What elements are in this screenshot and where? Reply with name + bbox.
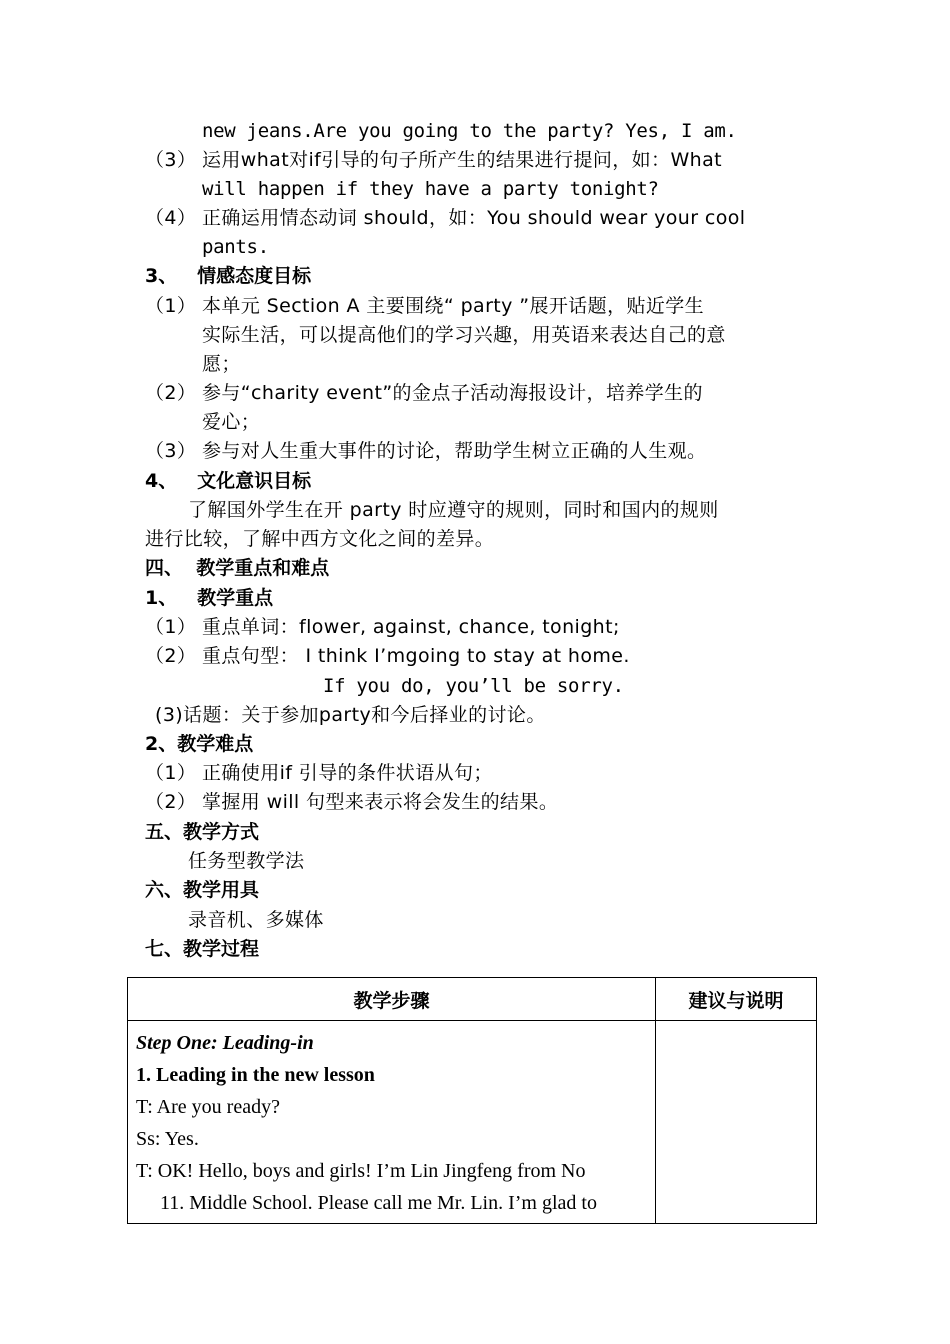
teaching-tools-text: 录音机、多媒体 (188, 909, 324, 931)
dialogue-line: 11. Middle School. Please call me Mr. Lin. I’m glad to (160, 1192, 597, 1214)
dialogue-line: T: OK! Hello, boys and girls! I’m Lin Jingfeng from No (136, 1160, 586, 1182)
heading-culture-goals: 4、 文化意识目标 (145, 470, 312, 492)
objective-3: （3） 运用what对if引导的句子所产生的结果进行提问，如：What (145, 149, 722, 171)
key-point-2-continuation: If you do, you’ll be sorry. (323, 675, 624, 697)
notes-cell (656, 1021, 817, 1224)
emotion-item-2: （2） 参与“charity event”的金点子活动海报设计，培养学生的 (145, 382, 703, 404)
difficult-point-1: （1） 正确使用if 引导的条件状语从句； (145, 762, 493, 784)
heading-key-points: 1、 教学重点 (145, 587, 274, 609)
heading-teaching-tools: 六、教学用具 (145, 879, 260, 901)
emotion-item-1-line-2: 实际生活，可以提高他们的学习兴趣，用英语来表达自己的意 (202, 324, 726, 346)
steps-cell (128, 1021, 656, 1224)
heading-key-and-difficult-points: 四、 教学重点和难点 (145, 557, 330, 579)
difficult-point-2: （2） 掌握用 will 句型来表示将会发生的结果。 (145, 791, 559, 813)
heading-difficult-points: 2、教学难点 (145, 733, 254, 755)
column-header-notes: 建议与说明 (656, 978, 817, 1021)
culture-text-line-2: 进行比较，了解中西方文化之间的差异。 (145, 528, 495, 550)
heading-teaching-process: 七、教学过程 (145, 938, 260, 960)
objective-4-line-2: pants. (202, 236, 269, 258)
objective-4: （4） 正确运用情态动词 should，如：You should wear your cool (145, 207, 746, 229)
key-point-3: (3)话题：关于参加party和今后择业的讨论。 (155, 704, 546, 726)
step-title: Step One: Leading-in (136, 1032, 314, 1054)
column-header-steps: 教学步骤 (128, 978, 656, 1021)
teaching-process-table (127, 977, 817, 1224)
heading-teaching-method: 五、教学方式 (145, 821, 260, 843)
objective-3-line-2: will happen if they have a party tonight? (202, 178, 659, 200)
key-point-2: （2） 重点句型： I think I’mgoing to stay at home. (145, 645, 630, 667)
emotion-item-1: （1） 本单元 Section A 主要围绕“ party ”展开话题，贴近学生 (145, 295, 705, 317)
dialogue-line: Ss: Yes. (136, 1128, 199, 1150)
dialogue-line: T: Are you ready? (136, 1096, 280, 1118)
objective-2-continuation: new jeans.Are you going to the party? Yes, I am. (202, 120, 737, 142)
key-point-1: （1） 重点单词：flower, against, chance, tonight; (145, 616, 620, 638)
heading-emotion-goals: 3、 情感态度目标 (145, 265, 312, 287)
emotion-item-1-line-3: 愿； (202, 353, 241, 375)
emotion-item-3: （3） 参与对人生重大事件的讨论，帮助学生树立正确的人生观。 (145, 440, 707, 462)
teaching-method-text: 任务型教学法 (188, 850, 305, 872)
emotion-item-2-line-2: 爱心； (202, 411, 261, 433)
culture-text-line-1: 了解国外学生在开 party 时应遵守的规则，同时和国内的规则 (188, 499, 719, 521)
step-subtitle: 1. Leading in the new lesson (136, 1064, 375, 1086)
